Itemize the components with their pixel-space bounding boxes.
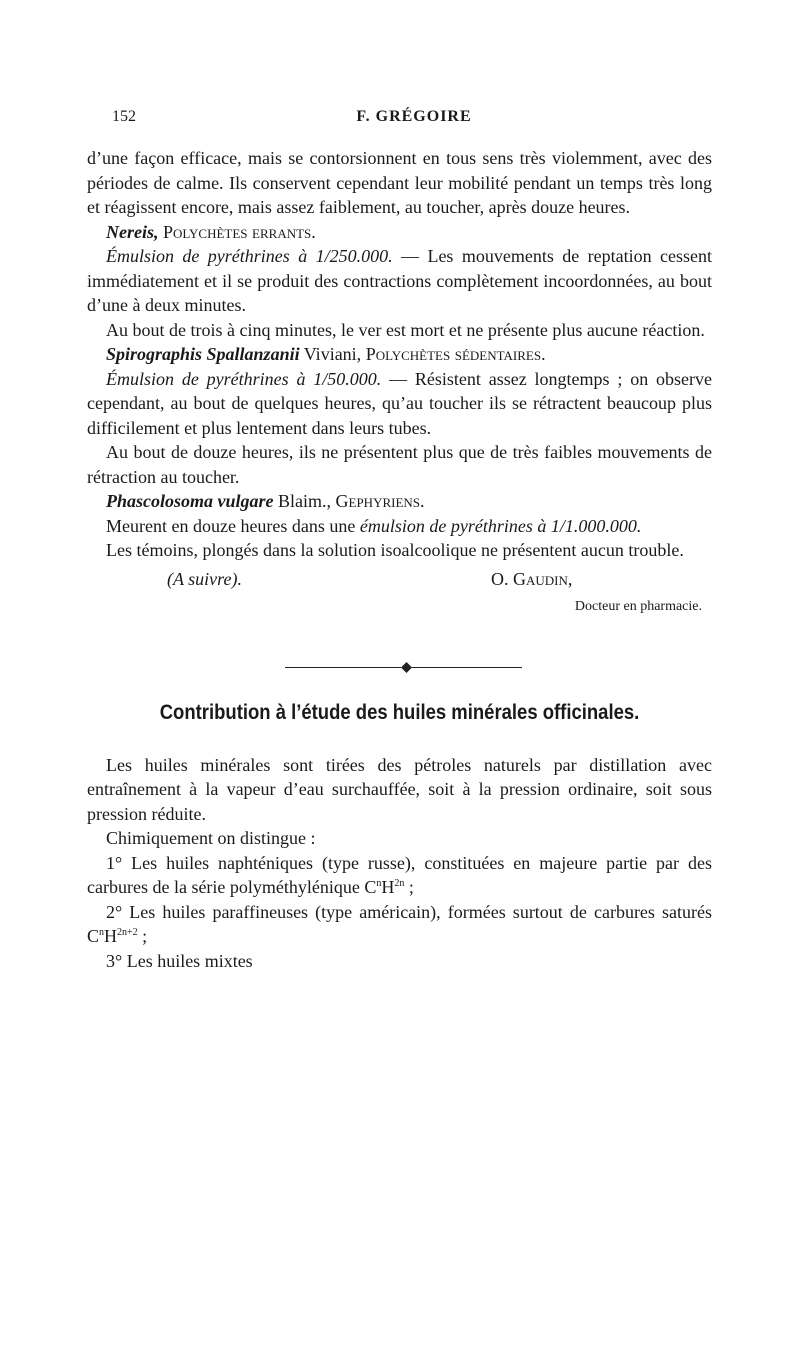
spirographis-heading xyxy=(87,342,712,367)
intro-paragraph: d’une façon efficace, mais se contorsionnent en tous sens très violemment, avec des périodes de calme. Ils conservent cependant leur mobilité pendant un temps très long et réagissent encore, mais assez faiblement, au toucher, après douze heures. xyxy=(87,148,712,217)
list-text-1: Les huiles naphténiques (type russe), constituées en majeure partie par des carbures de la série polyméthylénique C xyxy=(87,852,712,897)
spirographis-group: Polychètes sédentaires. xyxy=(365,344,546,364)
divider-line-left xyxy=(285,667,401,668)
signature-degree: Docteur en pharmacie. xyxy=(574,598,702,614)
phascolosoma-experiment xyxy=(87,514,712,539)
list-marker-2: 2° xyxy=(106,901,123,922)
list-marker-1: 1° xyxy=(106,852,123,873)
spirographis-authority: Viviani, xyxy=(299,344,366,364)
page-body xyxy=(87,146,712,973)
list-item-1 xyxy=(87,851,712,900)
phascolosoma-heading xyxy=(87,489,712,514)
formula-sup-1b: 2n xyxy=(394,878,405,889)
phascolosoma-paragraph-2: Les témoins, plongés dans la solution isoalcoolique ne présentent aucun trouble. xyxy=(106,540,684,560)
diamond-ornament-icon xyxy=(401,662,412,673)
list-item-2 xyxy=(87,900,712,949)
formula-sup-1a: n xyxy=(376,878,382,889)
list-end-2: ; xyxy=(137,926,148,946)
list-text-2: Les huiles paraffineuses (type américain), formées surtout de carbures saturés C xyxy=(87,901,712,946)
phascolosoma-emulsion: émulsion de pyréthrines à 1/1.000.000. xyxy=(359,515,642,536)
nereis-experiment-text: — Les mouvements de reptation cessent immédiatement et il se produit des contractions complètement incoordonnées, au bout d’une à deux minutes. xyxy=(87,246,713,315)
phascolosoma-text: Meurent en douze heures dans une xyxy=(106,515,360,536)
running-header xyxy=(112,108,716,132)
formula-h-2: H xyxy=(104,926,118,946)
divider-line-right xyxy=(412,667,522,668)
signature-author: O. Gaudin, xyxy=(491,568,573,589)
running-head-author: F. GRÉGOIRE xyxy=(356,108,472,125)
nereis-emulsion-label: Émulsion de pyréthrines à 1/250.000. xyxy=(106,246,393,266)
spirographis-experiment-text: — Résistent assez longtemps ; on observe cependant, au bout de quelques heures, qu’au toucher ils se rétractent beaucoup plus difficilement et plus lentement dans leurs tubes. xyxy=(87,368,712,438)
spirographis-taxon: Spirographis Spallanzanii xyxy=(106,344,300,364)
phascolosoma-group: Gephyriens. xyxy=(335,491,425,511)
article-paragraph-2: Chimiquement on distingue : xyxy=(106,828,316,848)
list-end-1: ; xyxy=(404,877,414,897)
page-number: 152 xyxy=(112,108,136,125)
to-be-continued: (A suivre). xyxy=(167,568,242,589)
section-divider xyxy=(87,631,712,691)
spirographis-experiment xyxy=(87,367,712,441)
formula-sup-2a: n xyxy=(99,927,105,938)
list-text-3: Les huiles mixtes xyxy=(122,950,253,971)
article-title: Contribution à l’étude des huiles minérales officinales. xyxy=(159,700,640,724)
formula-sup-2b: 2n+2 xyxy=(117,927,138,938)
list-marker-3: 3° xyxy=(106,950,123,971)
nereis-taxon: Nereis, xyxy=(106,221,159,242)
phascolosoma-authority: Blaim., xyxy=(273,491,336,511)
nereis-experiment xyxy=(87,244,712,318)
spirographis-paragraph-2: Au bout de douze heures, ils ne présentent plus que de très faibles mouvements de rétraction au toucher. xyxy=(87,442,712,487)
spirographis-emulsion-label: Émulsion de pyréthrines à 1/50.000. xyxy=(106,368,382,389)
article-paragraph-1: Les huiles minérales sont tirées des pétroles naturels par distillation avec entraînement à la vapeur d’eau surchauffée, soit à la pression ordinaire, soit sous pression réduite. xyxy=(87,754,712,824)
signature-block xyxy=(87,567,712,595)
formula-h-1: H xyxy=(381,877,395,897)
nereis-group: Polychètes errants. xyxy=(163,221,316,242)
nereis-heading xyxy=(87,220,712,245)
nereis-paragraph-2: Au bout de trois à cinq minutes, le ver est mort et ne présente plus aucune réaction. xyxy=(106,319,705,340)
phascolosoma-taxon: Phascolosoma vulgare xyxy=(106,491,274,511)
list-item-3 xyxy=(87,949,712,974)
